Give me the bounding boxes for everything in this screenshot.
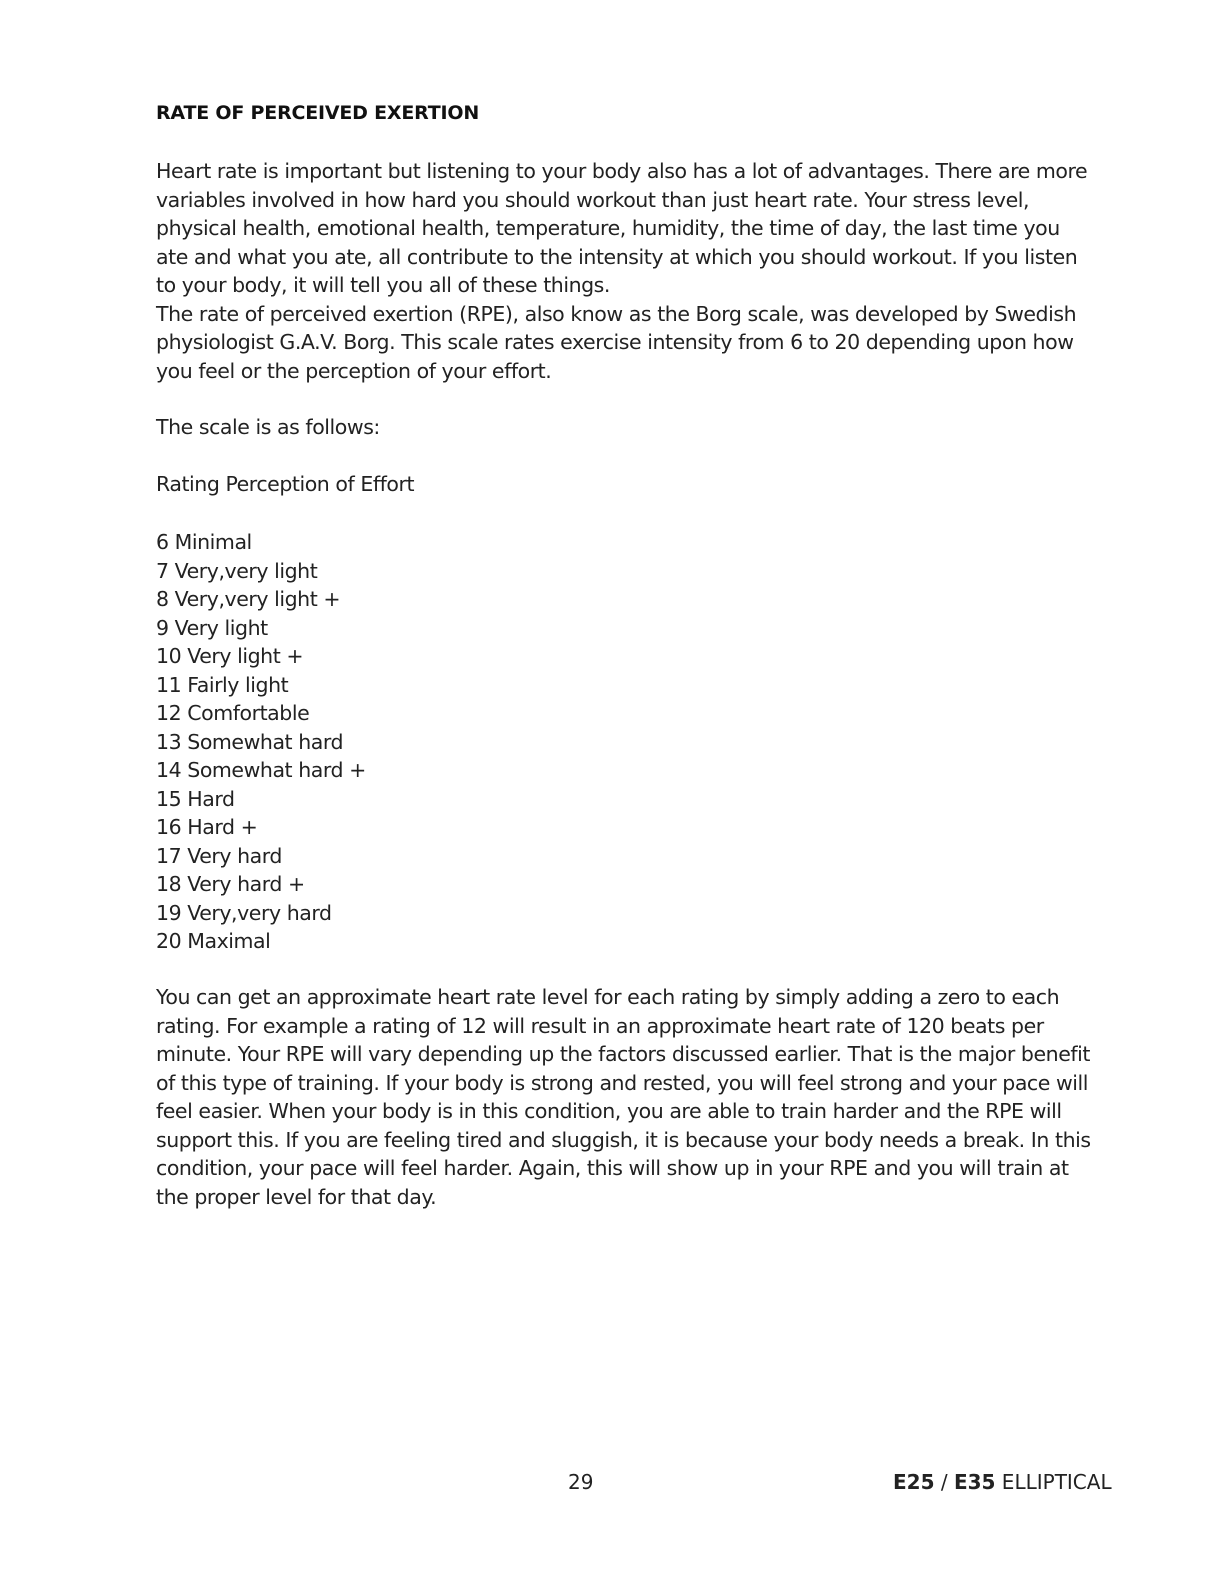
paragraph-heart-rate-approximation: You can get an approximate heart rate level for each rating by simply adding a zero to each rating. For example a rating of 12 will result in an approximate heart rate of 120 beats per minute. Your RPE will vary depending up the factors discussed earlier. That is the major benefit of this type of training. If your body is strong and rested, you will feel strong and your pace will feel easier. When your body is in this condition, you are able to train harder and the RPE will support this. If you are feeling tired and sluggish, it is because your body needs a break. In this condition, your pace will feel harder. Again, this will show up in your RPE and you will train at the proper level for that day. xyxy=(156,985,1091,1209)
page-number: 29 xyxy=(568,1470,594,1494)
scale-item: 18 Very hard + xyxy=(156,872,305,896)
section-heading: RATE OF PERCEIVED EXERTION xyxy=(156,102,480,124)
model-e35: E35 xyxy=(953,1470,996,1494)
footer-model-label xyxy=(893,1470,1112,1494)
paragraph-rpe-definition: The rate of perceived exertion (RPE), also know as the Borg scale, was developed by Swedish physiologist G.A.V. Borg. This scale rates exercise intensity from 6 to 20 depending upon how you feel or the perception of your effort. xyxy=(156,301,1077,383)
intro-paragraphs xyxy=(156,157,1096,385)
scale-item: 13 Somewhat hard xyxy=(156,729,344,754)
scale-item: 15 Hard xyxy=(156,786,235,811)
rpe-scale-list xyxy=(156,528,366,956)
scale-item: 14 Somewhat hard + xyxy=(156,758,366,782)
scale-item: 11 Fairly light xyxy=(156,672,289,697)
scale-item: 12 Comfortable xyxy=(156,701,310,725)
scale-item: 9 Very light xyxy=(156,615,268,640)
scale-item: 6 Minimal xyxy=(156,530,252,554)
scale-item: 7 Very,very light xyxy=(156,558,318,583)
scale-intro: The scale is as follows: xyxy=(156,415,380,439)
scale-item: 8 Very,very light + xyxy=(156,587,341,611)
scale-item: 19 Very,very hard xyxy=(156,900,332,925)
scale-item: 20 Maximal xyxy=(156,929,271,953)
model-separator: / xyxy=(934,1470,954,1494)
scale-item: 17 Very hard xyxy=(156,843,282,868)
scale-header: Rating Perception of Effort xyxy=(156,472,415,496)
product-name: ELLIPTICAL xyxy=(995,1470,1112,1494)
scale-item: 10 Very light + xyxy=(156,644,304,668)
scale-item: 16 Hard + xyxy=(156,815,258,839)
model-e25: E25 xyxy=(893,1470,935,1494)
paragraph-heart-rate: Heart rate is important but listening to your body also has a lot of advantages. There are more variables involved in how hard you should workout than just heart rate. Your stress level, physical health, emotional health, temperature, humidity, the time of day, the last time you ate and what you ate, all contribute to the intensity at which you should workout. If you listen to your body, it will tell you all of these things. xyxy=(156,159,1088,297)
